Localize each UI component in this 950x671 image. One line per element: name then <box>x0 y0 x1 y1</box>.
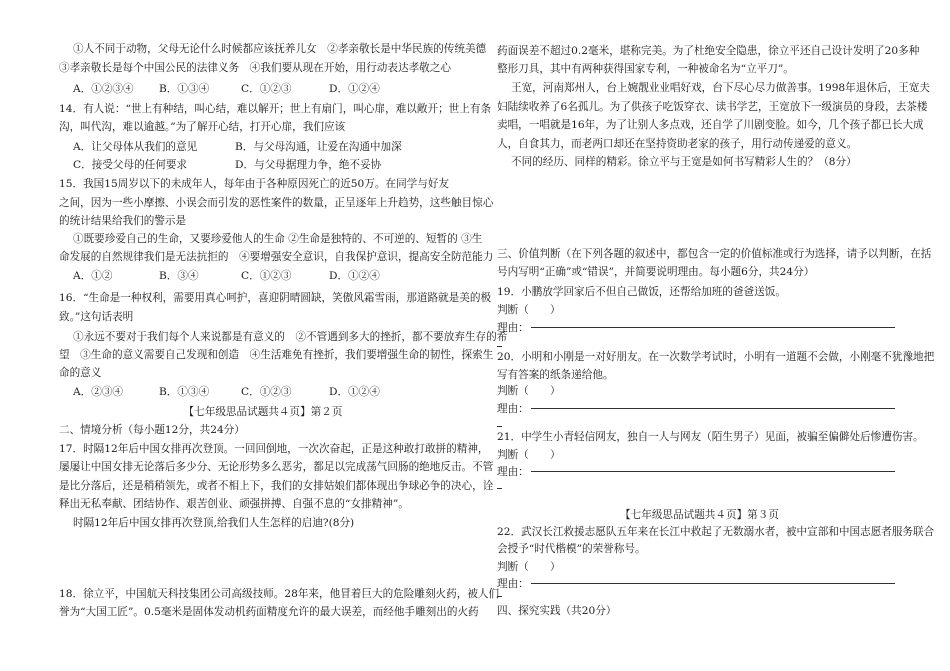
option-c: C．接受父母的任何要求 <box>73 159 188 171</box>
option-d: D．与父母据理力争，绝不妥协 <box>235 159 382 171</box>
q15-statement-line: 命发展的自然规律我们是无法抗拒的 ④要增强安全意识，自我保护意识，提高安全防范能力 <box>59 251 494 263</box>
judge-field[interactable]: 判断（ ） <box>497 561 561 573</box>
judge-field[interactable]: 判断（ ） <box>497 385 561 397</box>
reason-label: 理由： <box>497 403 529 415</box>
q16-statement-line: 命的意义 <box>59 367 102 379</box>
q16-statement-line: 望 ③生命的意义需要自己发现和创造 ④生活难免有挫折，我们要增强生命的韧性，探索生 <box>59 349 494 361</box>
option-a: A．①②③④ <box>73 83 134 95</box>
reason-answer-line[interactable] <box>531 471 895 472</box>
option-c: C．①②③ <box>241 386 292 398</box>
option-a: A．让父母体从我们的意见 <box>73 141 198 153</box>
q16-statement-line: ①永远不要对于我们每个人来说都是有意义的 ②不管遇到多大的挫折，都不要放弃生存的希 <box>73 331 508 343</box>
reason-answer-line[interactable] <box>531 408 895 409</box>
q18-stem-line: 整形刀具，其中有两种获得国家专利，一种被命名为“立平刀”。 <box>497 63 794 75</box>
q20-stem-line: 写有答案的纸条递给他。 <box>497 369 614 381</box>
q15-stem-line: 15．我国15周岁以下的未成年人，每年由于各种原因死亡的近50万。在同学与好友 <box>59 178 450 190</box>
q20-stem-line: 20．小明和小刚是一对好朋友。在一次数学考试时，小明有一道题不会做，小刚毫不犹豫地把 <box>497 351 935 363</box>
option-d: D．①②④ <box>329 386 380 398</box>
q17-stem-line: 屡屡让中国女排无论落后多少分、无论形势多么恶劣，都足以完成荡气回肠的绝地反击。不管 <box>59 461 494 473</box>
reason-label: 理由： <box>497 322 529 334</box>
q15-stem-line: 之间，因为一些小摩擦、小误会而引发的恶性案件的数量，正呈逐年上升趋势，这些触目惊心 <box>59 197 494 209</box>
q13-statement-line: ①人不同于动物，父母无论什么时候都应该抚养儿女 ②孝亲敬长是中华民族的传统美德 <box>73 43 487 55</box>
answer-line-stub <box>497 426 502 427</box>
q14-stem-line: 14．有人说：“世上有种结，叫心结，难以解开；世上有扇门，叫心扉，难以敞开；世上有条 <box>59 103 492 115</box>
option-a: A．①② <box>73 270 113 282</box>
section-title: 二、情境分析（每小题12分，共24分） <box>59 424 245 436</box>
q14-stem-line: 沟，叫代沟，难以逾越。”为了解开心结，打开心扉，我们应该 <box>59 121 346 133</box>
q18-stem-line: 药面误差不超过0.2毫米，堪称完美。为了杜绝安全隐患，徐立平还自己设计发明了20多种 <box>497 45 920 57</box>
q22-stem-line: 22．武汉长江救援志愿队五年来在长江中救起了无数溺水者，被中宣部和中国志愿者服务联合 <box>497 526 935 538</box>
section-title: 四、探究实践（共20分） <box>497 605 617 617</box>
section-title: 三、价值判断（在下列各题的叙述中，都包含一定的价值标准或行为选择，请予以判断，在括 <box>497 248 932 260</box>
q17-question: 时隔12年后中国女排再次登顶,给我们人生怎样的启迪?(8分) <box>73 517 355 529</box>
q16-stem-line: 16．“生命是一种权利，需要用真心呵护，喜迎阴晴圆缺，笑傲风霜雪雨，那道路就是美的极 <box>59 292 492 304</box>
section-instructions: 号内写明“正确”或“错误”，并简要说明理由。每小题6分，共24分） <box>497 266 815 278</box>
q18-stem-line: 妇陆续收养了6名孤儿。为了供孩子吃饭穿衣、读书学艺，王宽放下一级演员的身段，去茶楼 <box>497 101 928 113</box>
q18-stem-line: 誉为“大国工匠”。0.5毫米是固体发动机药面精度允许的最大误差，而经他手雕刻出的火药 <box>59 606 479 618</box>
q13-statement-line: ③孝亲敬长是每个中国公民的法律义务 ④我们要从现在开始，用行动表达孝敬之心 <box>59 62 451 74</box>
option-d: D．①②④ <box>329 270 380 282</box>
reason-label: 理由： <box>497 466 529 478</box>
page-footer: 【七年级思品试题共４页】第２页 <box>183 406 343 418</box>
q17-stem-line: 释出无私奉献、团结协作、艰苦创业、顽强拼搏、自强不息的“女排精神”。 <box>59 498 409 510</box>
answer-line-stub <box>497 488 502 489</box>
option-a: A．②③④ <box>73 386 124 398</box>
answer-line-stub <box>497 346 502 347</box>
option-b: B．①③④ <box>159 386 210 398</box>
option-b: B．与父母沟通，让爱在沟通中加深 <box>235 141 402 153</box>
option-c: C．①②③ <box>241 83 292 95</box>
judge-field[interactable]: 判断（ ） <box>497 304 561 316</box>
q17-stem-line: 17．时隔12年后中国女排再次登顶。一回回倒地，一次次奋起，正是这种敢打敢拼的精神， <box>59 443 489 455</box>
q18-stem-line: 卖唱，一唱就是16年，为了让别人多点戏，还自学了川剧变脸。如今，几个孩子都已长大成 <box>497 119 924 131</box>
option-d: D．①②④ <box>329 83 380 95</box>
reason-answer-line[interactable] <box>531 327 895 328</box>
q18-question: 不同的经历、同样的精彩。徐立平与王宽是如何书写精彩人生的？（8分） <box>511 156 857 168</box>
q22-stem-line: 会授予“时代楷模”的荣誉称号。 <box>497 543 646 555</box>
q21-stem: 21．中学生小青轻信网友，独自一人与网友（陌生男子）见面，被骗至偏僻处后惨遭伤害。 <box>497 431 924 443</box>
q19-stem: 19．小鹏放学回家后不但自己做饭，还帮给加班的爸爸送饭。 <box>497 286 786 298</box>
option-b: B．③④ <box>159 270 199 282</box>
option-c: C．①②③ <box>241 270 292 282</box>
q18-stem-line: 人，自食其力，而老两口却还在坚持资助老家的孩子，用行动传递爱的意义。 <box>497 138 858 150</box>
reason-answer-line[interactable] <box>531 583 895 584</box>
q18-stem-line: 王宽，河南郑州人，台上婉靓业业唱好戏，台下尽心尽力做善事。1998年退休后，王宽夫 <box>511 82 930 94</box>
judge-field[interactable]: 判断（ ） <box>497 449 561 461</box>
reason-label: 理由： <box>497 578 529 590</box>
q18-stem-line: 18．徐立平，中国航天科技集团公司高级技师。28年来，他冒着巨大的危险雕刻火药，被人们 <box>59 588 500 600</box>
q15-statement-line: ①既要珍爱自己的生命，又要珍爱他人的生命 ②生命是独特的、不可逆的、短暂的 ③生 <box>73 233 483 245</box>
q16-stem-line: 致。”这句话表明 <box>59 311 134 323</box>
q15-stem-line: 的统计结果给我们的警示是 <box>59 215 187 227</box>
page-footer: 【七年级思品试题共４页】第３页 <box>620 509 779 521</box>
q17-stem-line: 是比分落后，还是稍稍领先，或者不相上下，我们的女排姑娘们都体现出争球必争的决心，诠 <box>59 480 494 492</box>
option-b: B．①③④ <box>159 83 210 95</box>
answer-line-stub <box>497 596 502 597</box>
